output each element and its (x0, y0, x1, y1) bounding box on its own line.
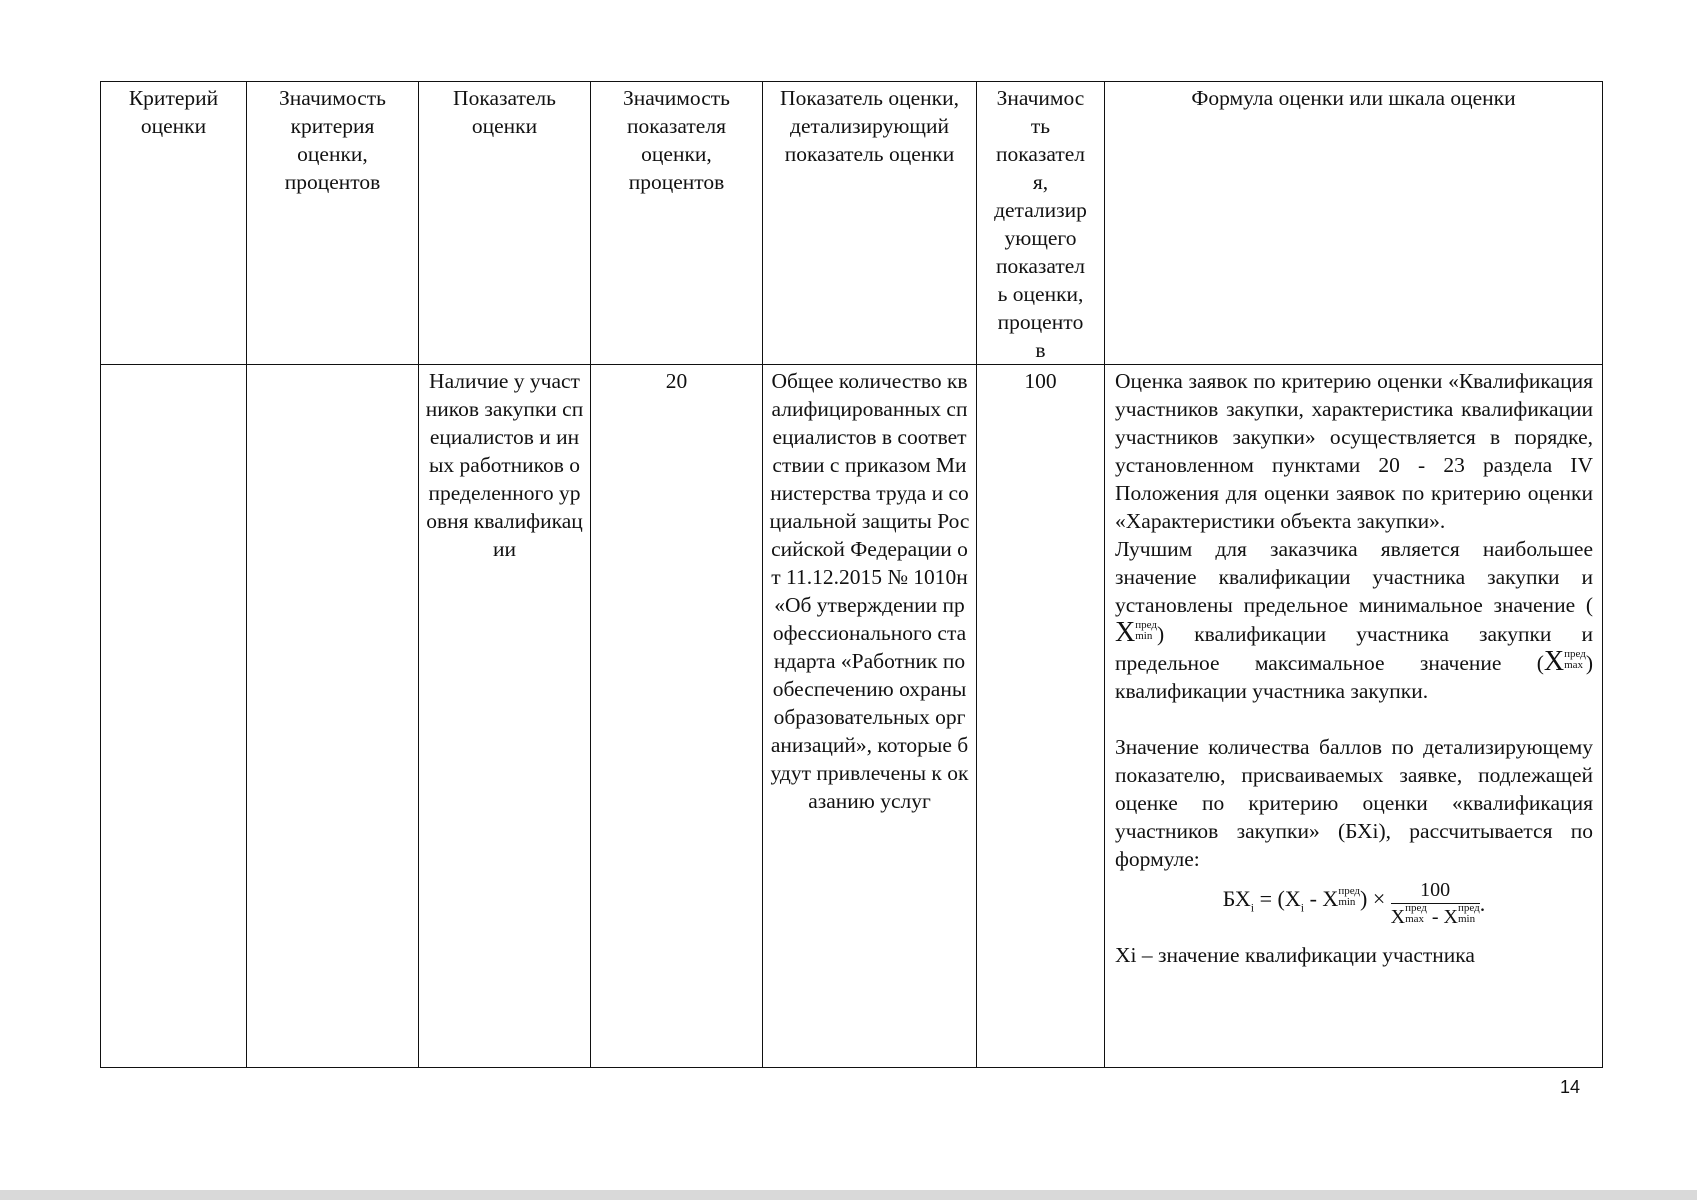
header-formula: Формула оценки или шкала оценки (1105, 82, 1603, 365)
formula-paragraph-3: Значение количества баллов по детализирующему показателю, присваиваемых заявке, подлежащей оценке по критерию оценки «квалификация участников закупки» (БХi), рассчитывается по формуле: (1115, 735, 1593, 871)
header-indicator: Показатель оценки (419, 82, 591, 365)
header-indicator-weight: Значимость показателя оценки, процентов (591, 82, 763, 365)
score-formula: $БХ_i = (X_i - X$ пред min ) × 100 X пред max - X пред min . (1222, 879, 1486, 928)
cell-detail-indicator: Общее количество квалифицированных специалистов в соответствии с приказом Министерства труда и социальной защиты Российской Федерации от 11.12.2015 № 1010н «Об утверждении профессионального стандарта «Работник по обеспечению охраны образовательных организаций», которые будут привлечены к оказанию услуг (763, 365, 977, 1068)
cell-detail-weight: 100 (977, 365, 1105, 1068)
x-min-pred-symbol: X пред min (1115, 617, 1157, 648)
evaluation-criteria-table (100, 81, 1603, 1068)
table-row (101, 365, 1603, 1068)
cell-indicator-weight: 20 (591, 365, 763, 1068)
cell-criterion-weight (247, 365, 419, 1068)
cell-criterion (101, 365, 247, 1068)
x-max-pred-symbol: X пред max (1543, 646, 1586, 677)
header-detail-indicator: Показатель оценки, детализирующий показатель оценки (763, 82, 977, 365)
header-criterion: Критерий оценки (101, 82, 247, 365)
cell-indicator: Наличие у участников закупки специалистов и иных работников определенного уровня квалификации (419, 365, 591, 1068)
bottom-edge (0, 1190, 1697, 1200)
formula-fraction: 100 X пред max - X пред min (1390, 879, 1480, 928)
formula-paragraph-2: Лучшим для заказчика является наибольшее значение квалификации участника закупки и установлены предельное минимальное значение (X пред min ) квалификации участника закупки и предельное максимальное значение (X пред max ) квалификации участника закупки. (1115, 537, 1593, 703)
header-detail-weight: Значимос ть показател я, детализир ующего показател ь оценки, процентo в (977, 82, 1105, 365)
formula-paragraph-4: Xi – значение квалификации участника (1115, 943, 1475, 967)
formula-paragraph-1: Оценка заявок по критерию оценки «Квалификация участников закупки, характеристика квалификации участников закупки» осуществляется в порядке, установленном пунктами 20 - 23 раздела IV Положения для оценки заявок по критерию оценки «Характеристики объекта закупки». (1115, 369, 1593, 533)
table-header-row (101, 82, 1603, 365)
header-criterion-weight: Значимость критерия оценки, процентов (247, 82, 419, 365)
cell-formula (1105, 365, 1603, 1068)
page-number: 14 (1560, 1077, 1581, 1097)
